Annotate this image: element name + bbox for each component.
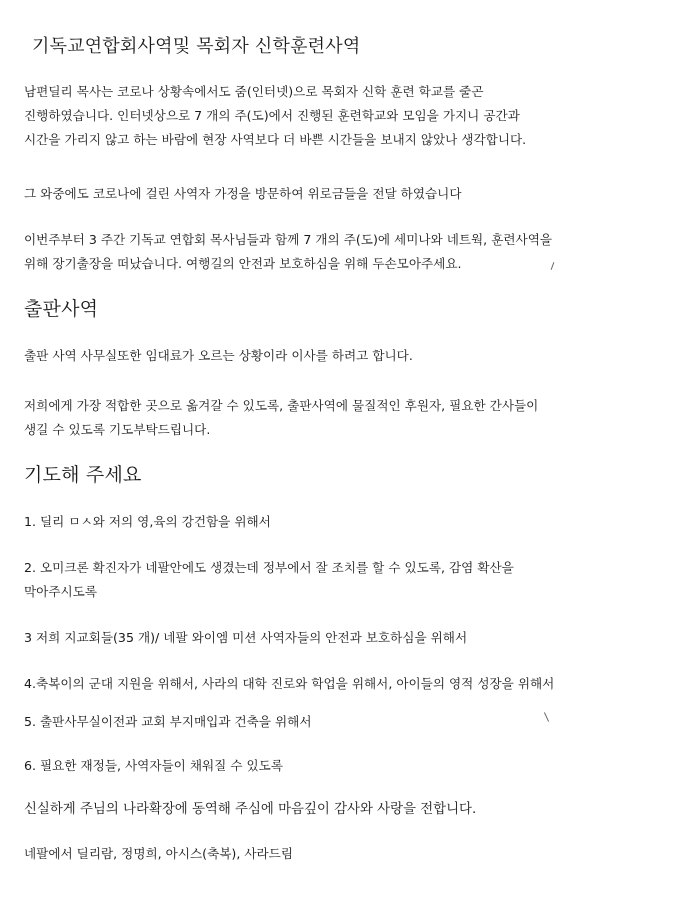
text-line: 위해 장기출장을 떠났습니다. 여행길의 안전과 보호하심을 위해 두손모아주세요. <box>24 256 462 271</box>
section-heading-publishing: 출판사역 <box>24 298 99 320</box>
publishing-paragraph-2 <box>24 394 538 442</box>
text-line: 막아주시도록 <box>24 584 97 599</box>
prayer-item-6 <box>24 754 283 778</box>
scan-speck <box>544 712 549 721</box>
closing-signature <box>24 842 293 866</box>
page-title: 기독교연합회사역및 목회자 신학훈련사역 <box>32 36 361 57</box>
text-line: 네팔에서 딜리람, 정명희, 아시스(축복), 사라드림 <box>24 846 293 861</box>
text-line: 출판 사역 사무실또한 임대료가 오르는 상황이라 이사를 하려고 합니다. <box>24 348 413 363</box>
intro-paragraph-3 <box>24 228 552 276</box>
intro-paragraph-1 <box>24 80 526 152</box>
prayer-item-1 <box>24 510 271 534</box>
text-line: 2. 오미크론 확진자가 네팔안에도 생겼는데 정부에서 잘 조치를 할 수 있도록, 감염 확산을 <box>24 560 514 575</box>
text-line: 6. 필요한 재정들, 사역자들이 채워질 수 있도록 <box>24 758 284 773</box>
text-line: 4.축복이의 군대 지원을 위해서, 사라의 대학 진로와 학업을 위해서, 아이들의 영적 성장을 위해서 <box>24 676 555 691</box>
prayer-item-2 <box>24 556 514 604</box>
prayer-item-3 <box>24 626 467 650</box>
prayer-item-4 <box>24 672 554 696</box>
text-line: 신실하게 주님의 나라확장에 동역해 주심에 마음깊이 감사와 사랑을 전합니다. <box>24 802 477 817</box>
intro-paragraph-2 <box>24 182 462 206</box>
text-line: 시간을 가리지 않고 하는 바람에 현장 사역보다 더 바쁜 시간들을 보내지 않았나 생각합니다. <box>24 132 527 147</box>
text-line: 남편딜리 목사는 코로나 상황속에서도 줌(인터넷)으로 목회자 신학 훈련 학교를 줄곤 <box>24 84 484 99</box>
text-line: 그 와중에도 코로나에 걸린 사역자 가정을 방문하여 위로금들을 전달 하였습니다 <box>24 186 462 201</box>
text-line: 저희에게 가장 적합한 곳으로 옮겨갈 수 있도록, 출판사역에 물질적인 후원자, 필요한 간사들이 <box>24 398 539 413</box>
publishing-paragraph-1 <box>24 344 413 368</box>
text-line: 생길 수 있도록 기도부탁드립니다. <box>24 422 211 437</box>
text-line: 1. 딜리 ㅁㅅ와 저의 영,육의 강건함을 위해서 <box>24 514 271 529</box>
section-heading-prayer: 기도해 주세요 <box>24 464 142 486</box>
text-line: 이번주부터 3 주간 기독교 연합회 목사님들과 함께 7 개의 주(도)에 세미나와 네트웍, 훈련사역을 <box>24 232 553 247</box>
text-line: 5. 출판사무실이전과 교회 부지매입과 건축을 위해서 <box>24 714 312 729</box>
text-line: 진행하였습니다. 인터넷상으로 7 개의 주(도)에서 진행된 훈련학교와 모임을 가지니 공간과 <box>24 108 520 123</box>
prayer-item-5 <box>24 710 312 734</box>
text-line: 3 저희 지교회들(35 개)/ 네팔 와이엠 미션 사역자들의 안전과 보호하심을 위해서 <box>24 630 468 645</box>
closing-thanks <box>24 798 476 822</box>
